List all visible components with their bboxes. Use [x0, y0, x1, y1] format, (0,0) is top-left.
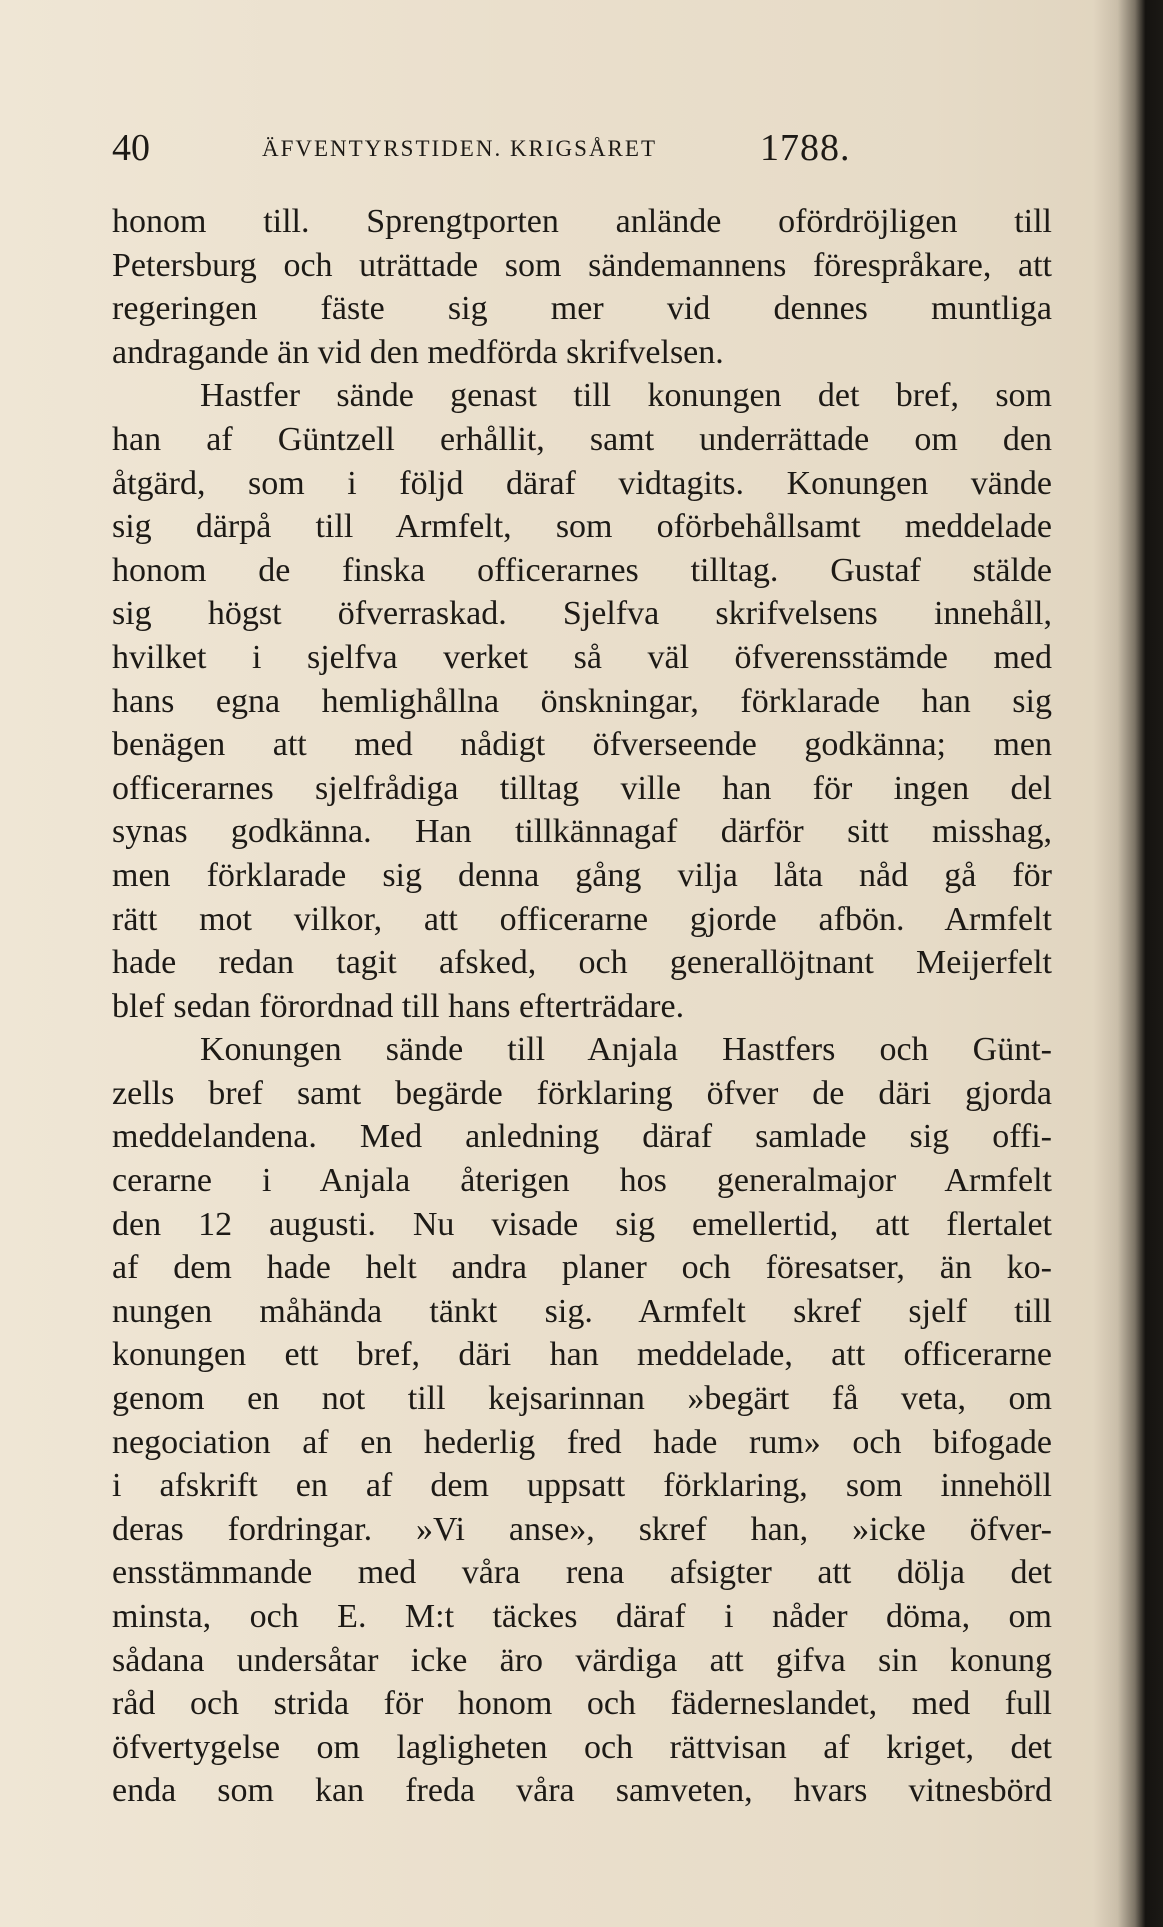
- text-line: blef sedan förordnad till hans efterträdare.: [112, 987, 685, 1025]
- text-line: cerarne i Anjala återigen hos generalmajor Armfelt: [112, 1162, 1052, 1200]
- text-line: råd och strida för honom och fäderneslandet, med full: [112, 1685, 1052, 1723]
- text-line: deras fordringar. »Vi anse», skref han, »icke öfver-: [112, 1510, 1052, 1548]
- running-head: ÄFVENTYRSTIDEN. KRIGSÅRET: [262, 136, 657, 161]
- text-line: officerarnes sjelfrådiga tilltag ville han för ingen del: [112, 769, 1052, 807]
- text-line: nungen måhända tänkt sig. Armfelt skref sjelf till: [112, 1292, 1052, 1330]
- text-line: synas godkänna. Han tillkännagaf därför sitt misshag,: [112, 813, 1052, 851]
- text-line: ensstämmande med våra rena afsigter att dölja det: [112, 1554, 1052, 1592]
- page-header: [112, 118, 1052, 178]
- text-line: zells bref samt begärde förklaring öfver de däri gjorda: [112, 1074, 1052, 1112]
- text-line: sig högst öfverraskad. Sjelfva skrifvelsens innehåll,: [112, 595, 1052, 633]
- text-line: Konungen sände till Anjala Hastfers och Günt-: [200, 1031, 1052, 1069]
- text-line: Hastfer sände genast till konungen det bref, som: [200, 377, 1052, 415]
- text-line: hade redan tagit afsked, och generallöjtnant Meijerfelt: [112, 944, 1052, 982]
- text-line: hvilket i sjelfva verket så väl öfverensstämde med: [112, 638, 1052, 676]
- text-line: benägen att med nådigt öfverseende godkänna; men: [112, 726, 1052, 764]
- text-line: rätt mot vilkor, att officerarne gjorde afbön. Armfelt: [112, 900, 1052, 938]
- text-line: sådana undersåtar icke äro värdiga att gifva sin konung: [112, 1641, 1052, 1679]
- text-line: af dem hade helt andra planer och föresatser, än ko-: [112, 1249, 1052, 1287]
- body-text: [112, 200, 1052, 1813]
- text-line: negociation af en hederlig fred hade rum» och bifogade: [112, 1423, 1052, 1461]
- text-line: åtgärd, som i följd däraf vidtagits. Konungen vände: [112, 464, 1052, 502]
- text-line: meddelandena. Med anledning däraf samlade sig offi-: [112, 1118, 1052, 1156]
- book-gutter-shadow: [1093, 0, 1163, 1927]
- text-line: han af Güntzell erhållit, samt underrättade om den: [112, 420, 1052, 458]
- text-line: honom till. Sprengtporten anlände ofördröjligen till: [112, 203, 1052, 240]
- text-line: andragande än vid den medförda skrifvelsen.: [112, 333, 724, 371]
- text-line: enda som kan freda våra samveten, hvars vitnesbörd: [112, 1772, 1052, 1810]
- text-line: sig därpå till Armfelt, som oförbehållsamt meddelade: [112, 508, 1052, 546]
- text-line: konungen ett bref, däri han meddelade, att officerarne: [112, 1336, 1052, 1374]
- page-number: 40: [112, 127, 150, 169]
- text-line: öfvertygelse om lagligheten och rättvisan af kriget, det: [112, 1728, 1052, 1766]
- text-line: i afskrift en af dem uppsatt förklaring, som innehöll: [112, 1467, 1052, 1505]
- running-head-year: 1788.: [760, 127, 851, 169]
- text-line: minsta, och E. M:t täckes däraf i nåder döma, om: [112, 1598, 1052, 1635]
- text-line: Petersburg och uträttade som sändemannens förespråkare, att regeringen fäste sig mer vid dennes muntliga: [112, 246, 1052, 328]
- text-line: den 12 augusti. Nu visade sig emellertid, att flertalet: [112, 1205, 1052, 1243]
- text-line: hans egna hemlighållna önskningar, förklarade han sig: [112, 682, 1052, 720]
- text-line: genom en not till kejsarinnan »begärt få veta, om: [112, 1380, 1052, 1418]
- text-line: men förklarade sig denna gång vilja låta nåd gå för: [112, 856, 1052, 894]
- text-line: honom de finska officerarnes tilltag. Gustaf stälde: [112, 551, 1052, 589]
